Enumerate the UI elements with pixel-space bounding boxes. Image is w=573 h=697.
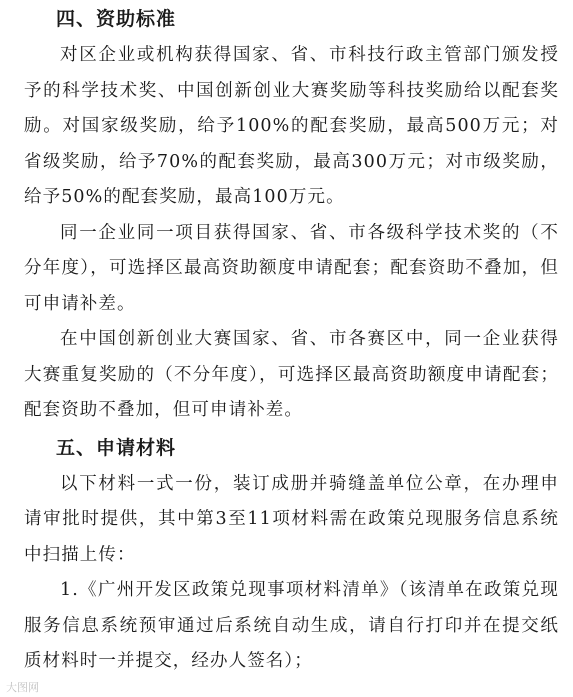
watermark: 大图网	[6, 681, 39, 694]
section-4-paragraph-3: 在中国创新创业大赛国家、省、市各赛区中，同一企业获得大赛重复奖励的（不分年度），可选择区最高资助额度申请配套；配套资助不叠加，但可申请补差。	[24, 329, 559, 420]
section-5-paragraph-1: 以下材料一式一份，装订成册并骑缝盖单位公章，在办理申请审批时提供，其中第3至11项材料需在政策兑现服务信息系统中扫描上传：	[24, 473, 559, 565]
section-4-heading: 四、资助标准	[56, 8, 177, 30]
section-5-heading: 五、申请材料	[56, 436, 177, 459]
section-5-paragraph-2: 1.《广州开发区政策兑现事项材料清单》（该清单在政策兑现服务信息系统预审通过后系统自动生成，请自行打印并在提交纸质材料时一并提交，经办人签名）；	[24, 580, 559, 671]
section-4-paragraph-1: 对区企业或机构获得国家、省、市科技行政主管部门颁发授予的科学技术奖、中国创新创业大赛奖励等科技奖励给以配套奖励。对国家级奖励，给予100%的配套奖励，最高500万元；对省级奖励，给予70%的配套奖励，最高300万元；对市级奖励，给予50%的配套奖励，最高100万元。	[24, 45, 559, 207]
section-4-paragraph-2: 同一企业同一项目获得国家、省、市各级科学技术奖的（不分年度），可选择区最高资助额度申请配套；配套资助不叠加，但可申请补差。	[24, 222, 559, 314]
